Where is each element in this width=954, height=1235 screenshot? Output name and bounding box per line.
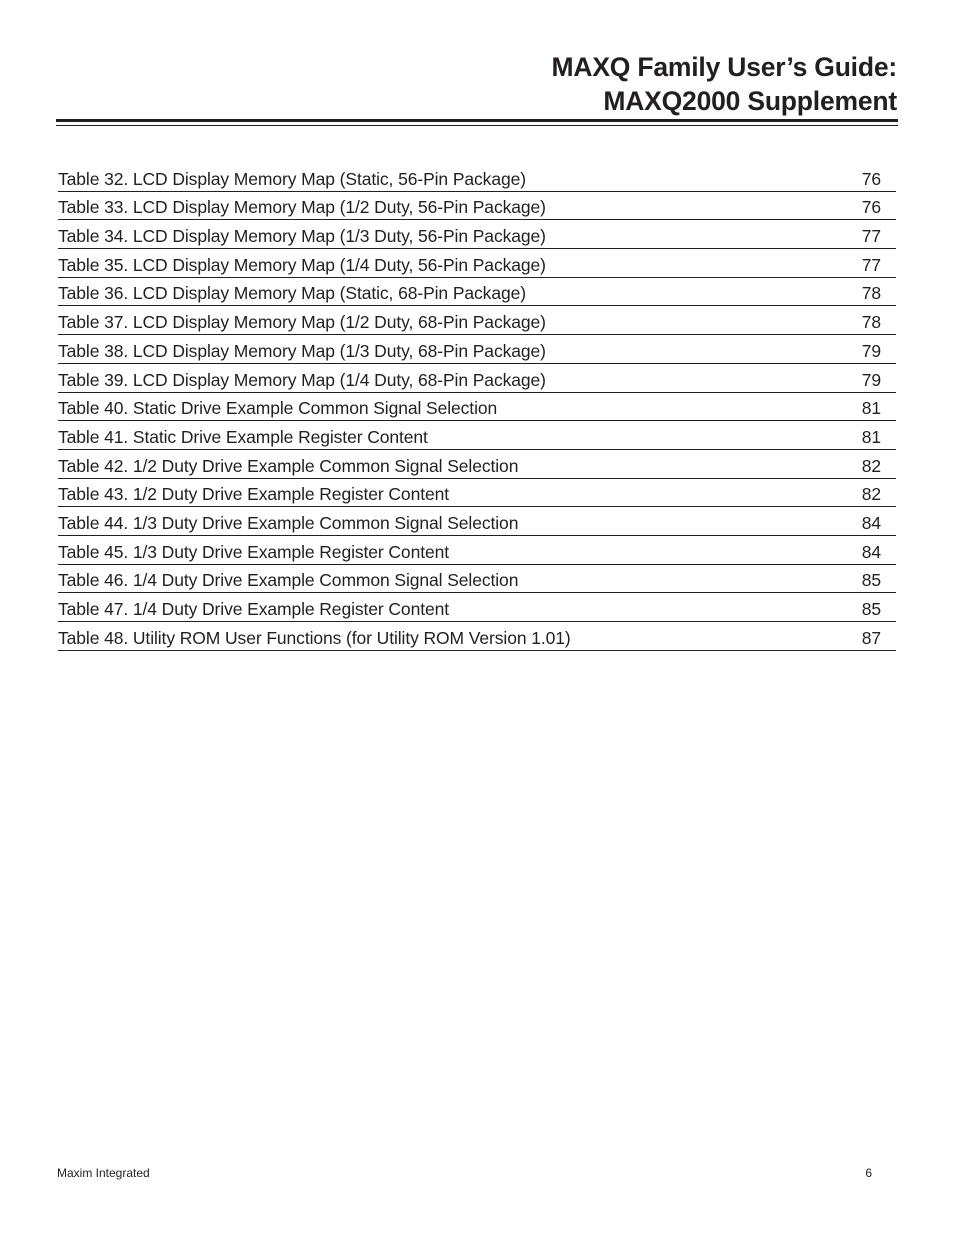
document-title-line-1: MAXQ Family User’s Guide: bbox=[551, 52, 897, 82]
toc-entry-title: Table 39. LCD Display Memory Map (1/4 Duty, 68-Pin Package) bbox=[58, 369, 546, 390]
toc-entry[interactable] bbox=[58, 306, 896, 335]
toc-entry[interactable] bbox=[58, 192, 896, 221]
toc-entry-title: Table 44. 1/3 Duty Drive Example Common Signal Selection bbox=[58, 512, 519, 533]
toc-entry-page: 84 bbox=[861, 541, 881, 562]
toc-entry-title: Table 42. 1/2 Duty Drive Example Common Signal Selection bbox=[58, 455, 519, 476]
toc-entry-page: 85 bbox=[861, 570, 881, 591]
toc-entry-title: Table 45. 1/3 Duty Drive Example Register Content bbox=[58, 541, 449, 562]
toc-entry-page: 78 bbox=[861, 283, 881, 304]
toc-entry-page: 79 bbox=[861, 340, 881, 361]
toc-entry[interactable] bbox=[58, 507, 896, 536]
toc-entry[interactable] bbox=[58, 393, 896, 422]
toc-entry[interactable] bbox=[58, 421, 896, 450]
toc-entry[interactable] bbox=[58, 450, 896, 479]
document-title bbox=[552, 50, 897, 118]
footer-company: Maxim Integrated bbox=[57, 1166, 150, 1180]
toc-entry-title: Table 37. LCD Display Memory Map (1/2 Duty, 68-Pin Package) bbox=[58, 312, 546, 333]
toc-entry-page: 76 bbox=[861, 197, 881, 218]
toc-entry-page: 85 bbox=[861, 599, 881, 619]
toc-entry-page: 76 bbox=[861, 168, 881, 189]
toc-entry-title: Table 36. LCD Display Memory Map (Static, 68-Pin Package) bbox=[58, 283, 526, 304]
toc-entry-page: 81 bbox=[861, 398, 881, 419]
document-title-line-2: MAXQ2000 Supplement bbox=[603, 86, 897, 116]
toc-entry-page: 78 bbox=[861, 312, 881, 333]
toc-entry[interactable] bbox=[58, 622, 896, 651]
toc-entry-title: Table 35. LCD Display Memory Map (1/4 Duty, 56-Pin Package) bbox=[58, 254, 546, 275]
toc-entry-title: Table 33. LCD Display Memory Map (1/2 Duty, 56-Pin Package) bbox=[58, 197, 546, 218]
list-of-tables bbox=[58, 163, 896, 651]
toc-entry[interactable] bbox=[58, 364, 896, 393]
toc-entry[interactable] bbox=[58, 593, 896, 622]
toc-entry-title: Table 38. LCD Display Memory Map (1/3 Duty, 68-Pin Package) bbox=[58, 340, 546, 361]
toc-entry-page: 81 bbox=[861, 426, 881, 447]
header-divider-thick bbox=[56, 119, 898, 122]
toc-entry[interactable] bbox=[58, 335, 896, 364]
toc-entry[interactable] bbox=[58, 220, 896, 249]
toc-entry-title: Table 41. Static Drive Example Register Content bbox=[58, 426, 428, 447]
toc-entry-title: Table 40. Static Drive Example Common Signal Selection bbox=[58, 398, 498, 419]
toc-entry-page: 77 bbox=[861, 254, 881, 275]
toc-entry-page: 82 bbox=[861, 484, 881, 505]
toc-entry[interactable] bbox=[58, 249, 896, 278]
toc-entry-page: 82 bbox=[861, 455, 881, 476]
toc-entry-page: 79 bbox=[861, 369, 881, 390]
toc-entry[interactable] bbox=[58, 565, 896, 594]
toc-entry[interactable] bbox=[58, 536, 896, 565]
toc-entry-page: 87 bbox=[861, 627, 881, 648]
toc-entry[interactable] bbox=[58, 278, 896, 307]
toc-entry-page: 84 bbox=[861, 512, 881, 533]
footer-page-number: 6 bbox=[865, 1166, 872, 1180]
toc-entry-page: 77 bbox=[861, 226, 881, 247]
toc-entry-title: Table 47. 1/4 Duty Drive Example Register Content bbox=[58, 599, 449, 619]
toc-entry-title: Table 32. LCD Display Memory Map (Static, 56-Pin Package) bbox=[58, 168, 526, 189]
toc-entry[interactable] bbox=[58, 163, 896, 192]
header-divider-thin bbox=[56, 125, 898, 126]
toc-entry[interactable] bbox=[58, 479, 896, 508]
toc-entry-title: Table 46. 1/4 Duty Drive Example Common Signal Selection bbox=[58, 570, 519, 591]
toc-entry-title: Table 34. LCD Display Memory Map (1/3 Duty, 56-Pin Package) bbox=[58, 226, 546, 247]
toc-entry-title: Table 48. Utility ROM User Functions (for Utility ROM Version 1.01) bbox=[58, 627, 571, 648]
toc-entry-title: Table 43. 1/2 Duty Drive Example Register Content bbox=[58, 484, 449, 505]
